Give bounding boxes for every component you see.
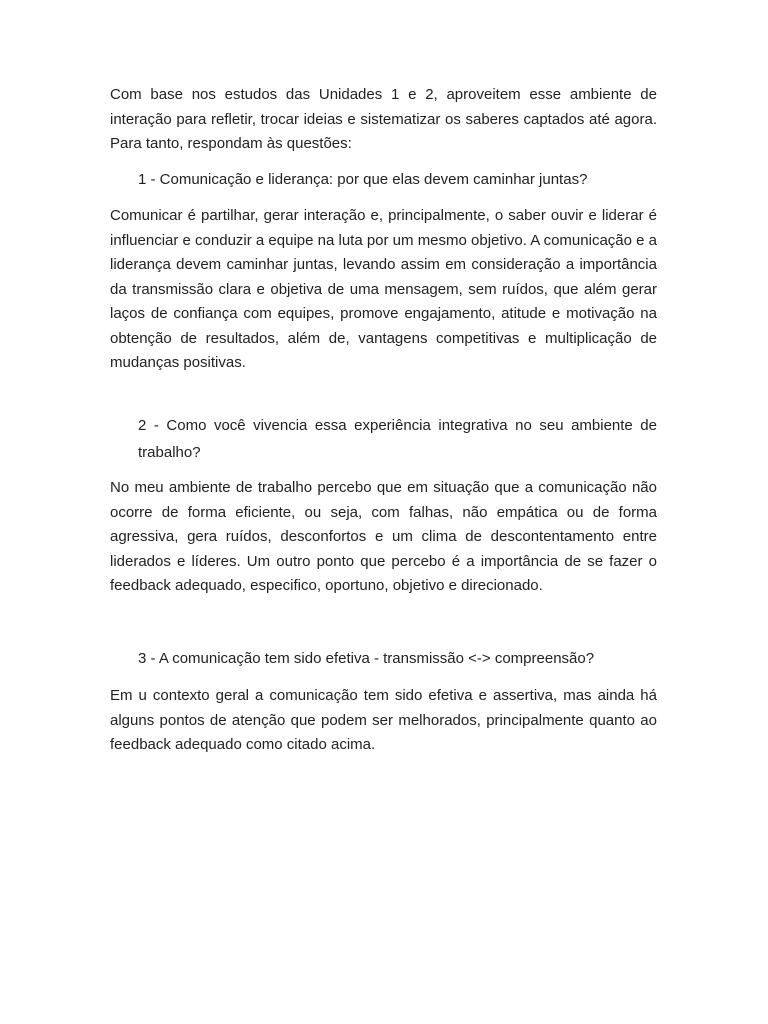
answer-1-paragraph: Comunicar é partilhar, gerar interação e, principalmente, o saber ouvir e liderar é influenciar e conduzir a equipe na luta por um mesmo objetivo. A comunicação e a liderança devem caminhar juntas, levando assim em consideração a importância da transmissão clara e objetiva de uma mensagem, sem ruídos, que além gerar laços de confiança com equipes, promove engajamento, atitude e motivação na obtenção de resultados, além de, vantagens competitivas e multiplicação de mudanças positivas.	[110, 207, 657, 371]
question-1: 1 - Comunicação e liderança: por que elas devem caminhar juntas?	[138, 171, 588, 188]
question-3: 3 - A comunicação tem sido efetiva - transmissão <-> compreensão?	[138, 650, 595, 667]
question-2: 2 - Como você vivencia essa experiência integrativa no seu ambiente de trabalho?	[138, 417, 657, 461]
answer-3-paragraph: Em u contexto geral a comunicação tem sido efetiva e assertiva, mas ainda há alguns pontos de atenção que podem ser melhorados, principalmente quanto ao feedback adequado como citado acima.	[110, 687, 657, 753]
intro-paragraph: Com base nos estudos das Unidades 1 e 2, aproveitem esse ambiente de interação para refletir, trocar ideias e sistematizar os saberes captados até agora. Para tanto, respondam às questões:	[110, 86, 657, 152]
answer-2-paragraph: No meu ambiente de trabalho percebo que em situação que a comunicação não ocorre de forma eficiente, ou seja, com falhas, não empática ou de forma agressiva, gera ruídos, desconfortos e um clima de descontentamento entre liderados e líderes. Um outro ponto que percebo é a importância de se fazer o feedback adequado, especifico, oportuno, objetivo e direcionado.	[110, 479, 657, 594]
